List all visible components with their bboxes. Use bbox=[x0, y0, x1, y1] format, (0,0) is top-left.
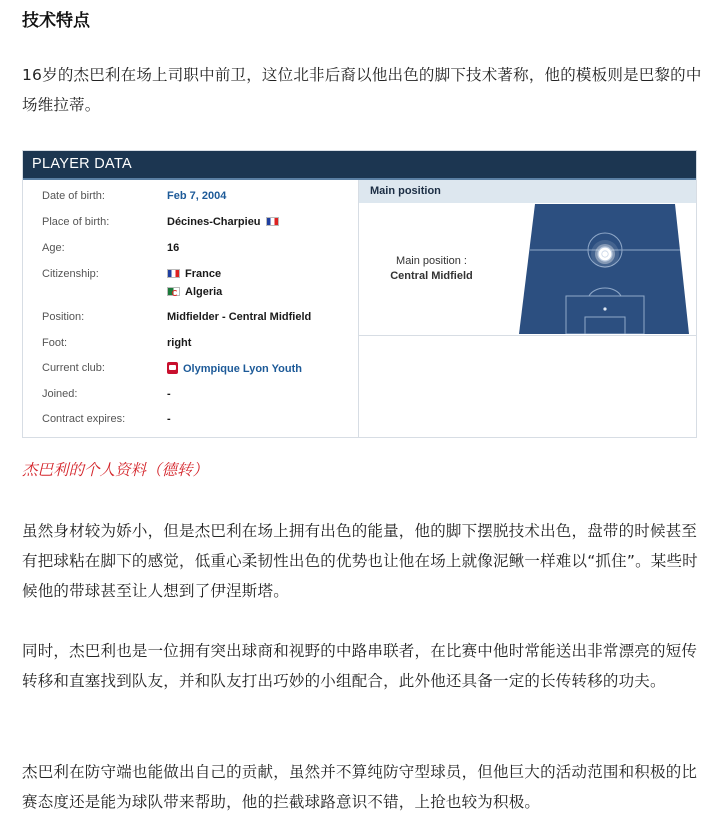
main-position-info bbox=[359, 255, 504, 282]
main-position-header: Main position bbox=[359, 180, 696, 203]
club-name: Olympique Lyon Youth bbox=[183, 363, 302, 375]
detail-label: Citizenship: bbox=[42, 268, 99, 280]
detail-label: Age: bbox=[42, 242, 65, 254]
detail-value: 16 bbox=[167, 242, 180, 254]
image-caption: 杰巴利的个人资料（德转） bbox=[22, 461, 209, 479]
detail-value: right bbox=[167, 337, 192, 349]
body-paragraph-3: 杰巴利在防守端也能做出自己的贡献，虽然并不算纯防守型球员，但他巨大的活动范围和积极的比赛态度还是能为球队带来帮助，他的拦截球路意识不错，上抢也较为积极。 bbox=[22, 763, 698, 811]
main-position-label: Main position : bbox=[396, 255, 467, 267]
pitch-field bbox=[519, 204, 689, 334]
player-data-header: PLAYER DATA bbox=[23, 151, 696, 180]
detail-label: Place of birth: bbox=[42, 216, 110, 228]
body-paragraph-1: 虽然身材较为娇小，但是杰巴利在场上拥有出色的能量，他的脚下摆脱技术出色，盘带的时候甚至有把球粘在脚下的感觉，低重心柔韧性出色的优势也让他在场上就像泥鳅一样难以“抓住”。某些时候他的带球甚至让人想到了伊涅斯塔。 bbox=[22, 522, 698, 600]
main-position-value: Central Midfield bbox=[390, 270, 473, 282]
intro-paragraph: 16岁的杰巴利在场上司职中前卫，这位北非后裔以他出色的脚下技术著称，他的模板则是巴黎的中场维拉蒂。 bbox=[22, 66, 702, 114]
pitch-diagram bbox=[519, 204, 691, 334]
detail-value bbox=[167, 268, 221, 280]
player-data-details bbox=[23, 180, 357, 437]
detail-label: Foot: bbox=[42, 337, 68, 349]
algeria-flag-icon bbox=[167, 287, 180, 296]
position-marker-icon bbox=[598, 247, 612, 261]
birth-date-link[interactable]: Feb 7, 2004 bbox=[167, 190, 227, 202]
france-flag-icon bbox=[167, 269, 180, 278]
detail-value: Midfielder - Central Midfield bbox=[167, 311, 312, 323]
detail-value bbox=[167, 286, 222, 298]
citizenship-algeria: Algeria bbox=[185, 286, 223, 298]
detail-label: Position: bbox=[42, 311, 85, 323]
section-title: 技术特点 bbox=[22, 11, 90, 31]
detail-label: Date of birth: bbox=[42, 190, 105, 202]
birth-place-text: Décines-Charpieu bbox=[167, 216, 261, 228]
detail-label: Joined: bbox=[42, 388, 78, 400]
detail-value: - bbox=[167, 388, 171, 400]
current-club-link[interactable] bbox=[167, 362, 302, 375]
france-flag-icon bbox=[266, 217, 279, 226]
player-data-card bbox=[22, 150, 697, 438]
club-logo-icon bbox=[167, 362, 178, 374]
detail-label: Current club: bbox=[42, 362, 105, 374]
detail-value bbox=[167, 216, 279, 228]
body-paragraph-2: 同时，杰巴利也是一位拥有突出球商和视野的中路串联者，在比赛中他时常能送出非常漂亮的短传转移和直塞找到队友，并和队友打出巧妙的小组配合，此外他还具备一定的长传转移的功夫。 bbox=[22, 642, 698, 690]
main-position-empty-area bbox=[358, 336, 696, 437]
citizenship-france: France bbox=[185, 268, 222, 280]
detail-label: Contract expires: bbox=[42, 413, 126, 425]
main-position-panel bbox=[358, 180, 696, 336]
detail-value: - bbox=[167, 413, 171, 425]
